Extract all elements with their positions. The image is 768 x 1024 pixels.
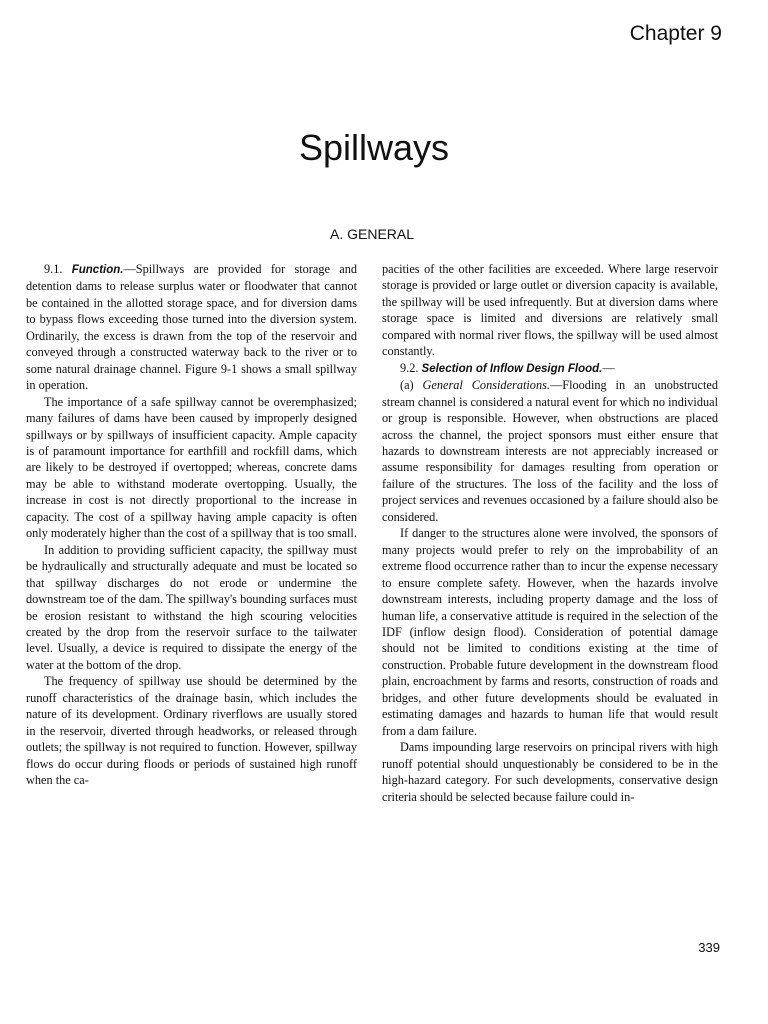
section-heading: A. GENERAL: [329, 226, 415, 242]
paragraph: If danger to the structures alone were involved, the sponsors of many projects would prefer to rely on the improbability of an extreme flood occurrence rather than to incur the expense necessary to ensure complete safety. However, when the hazards involve downstream interests, including property damage and the loss of human life, a conservative attitude is required in the selection of the IDF (inflow design flood). Consideration of potential damage should not be limited to conditions existing at the time of construction. Probable future development in the downstream flood plain, encroachment by farms and resorts, construction of roads and bridges, and other future developments should be evaluated in estimating damages and hazards to human life that would result from a dam failure.: [382, 526, 718, 738]
paragraph-function: [26, 261, 357, 394]
paragraph-selection-heading: [382, 360, 718, 377]
subsection-label: (a): [400, 378, 414, 393]
paragraph-general-considerations: [382, 377, 718, 525]
paragraph: The importance of a safe spillway cannot be overemphasized; many failures of dams have been caused by improperly designed spillways or by spillways of insufficient capacity. Ample capacity is of paramount importance for earthfill and rockfill dams, which are likely to be destroyed if overtopped; whereas, concrete dams may be able to withstand moderate overtopping. Usually, the increase in cost is not directly proportional to the increase in capacity. The cost of a spillway having ample capacity is often only moderately higher than the cost of a spillway that is too small.: [26, 394, 357, 541]
section-number: 9.2.: [400, 360, 419, 375]
paragraph-text: —Spillways are provided for storage and detention dams to release surplus water or floodwater that cannot be contained in the allotted storage space, and for diversion dams to bypass flows exceeding those turned into the diversion system. Ordinarily, the excess is drawn from the top of the reservoir and conveyed through a constructed waterway back to the river or to some natural drainage channel. Figure 9-1 shows a small spillway in operation.: [26, 262, 357, 393]
page-title: Spillways: [298, 127, 450, 168]
paragraph-text: —Flooding in an unobstructed stream channel is considered a natural event for which no individual or group is responsible. However, when obstructions are placed across the channel, the project sponsors must either ensure that hazards to downstream interests are not appreciably increased or assume responsibility for damages resulting from operation or failure of the structures. The loss of the facility and the loss of project services and revenues occasioned by a failure should also be considered.: [382, 378, 719, 524]
chapter-label: Chapter 9: [629, 22, 722, 45]
heading-dash: —: [602, 360, 615, 375]
run-in-heading-function: Function.: [71, 264, 124, 276]
left-column: [26, 261, 357, 789]
subsection-heading: General Considerations.: [422, 378, 550, 393]
page-number: 339: [698, 940, 720, 955]
run-in-heading-selection: Selection of Inflow Design Flood.: [421, 362, 603, 375]
section-number: 9.1.: [44, 262, 63, 276]
right-column: [382, 261, 718, 805]
paragraph: The frequency of spillway use should be determined by the runoff characteristics of the drainage basin, which includes the nature of its development. Ordinary riverflows are usually stored in the reservoir, diverted through headworks, or released through outlets; the spillway is not required to function. However, spillway flows do occur during floods or periods of sustained high runoff when the ca-: [26, 674, 357, 788]
paragraph: Dams impounding large reservoirs on principal rivers with high runoff potential should unquestionably be considered to be in the high-hazard category. For such developments, conservative design criteria should be selected because failure could in-: [382, 740, 718, 804]
paragraph-continued: pacities of the other facilities are exceeded. Where large reservoir storage is provided or large outlet or diversion capacity is available, the spillway will be used infrequently. But at diversion dams where storage space is limited and diversions are relatively small compared with normal river flows, the spillway will be used almost constantly.: [382, 262, 718, 359]
paragraph: In addition to providing sufficient capacity, the spillway must be hydraulically and structurally adequate and must be located so that spillway discharges do not erode or undermine the downstream toe of the dam. The spillway's bounding surfaces must be erosion resistant to withstand the high scouring velocities created by the drop from the reservoir surface to the tailwater level. Usually, a device is required to dissipate the energy of the water at the bottom of the drop.: [26, 542, 357, 672]
